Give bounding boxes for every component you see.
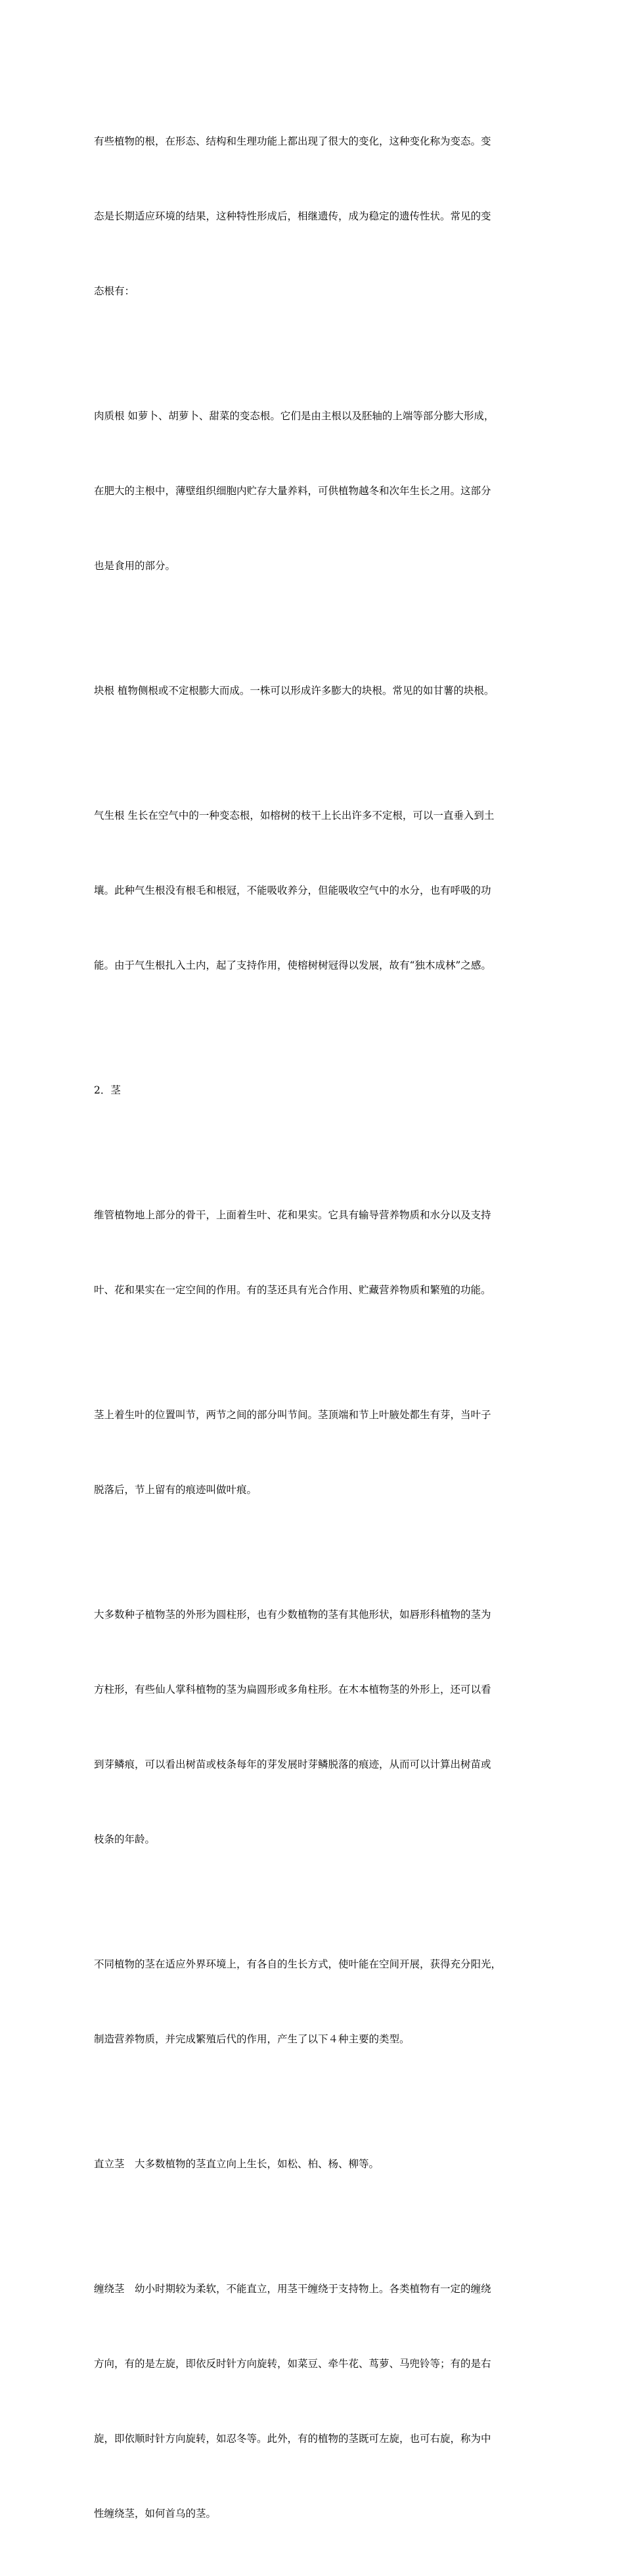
paragraph-fleshy-root — [94, 354, 534, 628]
text-line: 方向，有的是左旋，即依反时针方向旋转，如菜豆、牵牛花、茑萝、马兜铃等；有的是右 — [94, 2358, 491, 2370]
text-line: 制造营养物质，并完成繁殖后代的作用，产生了以下４种主要的类型。 — [94, 2033, 410, 2045]
text-line: 有些植物的根，在形态、结构和生理功能上都出现了很大的变化，这种变化称为变态。变 — [94, 135, 491, 147]
text-line: 能。由于气生根扎入土内，起了支持作用，使榕树树冠得以发展，故有“独木成林”之感。 — [94, 959, 491, 971]
text-line: 在肥大的主根中，薄壁组织细胞内贮存大量养料，可供植物越冬和次年生长之用。这部分 — [94, 485, 491, 497]
paragraph-tuberous-root — [94, 628, 534, 753]
text-line: 叶、花和果实在一定空间的作用。有的茎还具有光合作用、贮藏营养物质和繁殖的功能。 — [94, 1284, 491, 1296]
paragraph-shape — [94, 1552, 534, 1902]
text-line: 大多数种子植物茎的外形为圆柱形，也有少数植物的茎有其他形状，如唇形科植物的茎为 — [94, 1609, 491, 1621]
text-line: 也是食用的部分。 — [94, 560, 176, 572]
paragraph-twining-stem — [94, 2226, 534, 2576]
text-line: 肉质根 如萝卜、胡萝卜、甜菜的变态根。它们是由主根以及胚轴的上端等部分膨大形成， — [94, 410, 495, 422]
paragraph-erect-stem — [94, 2102, 534, 2226]
text-line: 脱落后，节上留有的痕迹叫做叶痕。 — [94, 1484, 257, 1496]
text-line: 直立茎 大多数植物的茎直立向上生长，如松、柏、杨、柳等。 — [94, 2158, 380, 2170]
text-line: 壤。此种气生根没有根毛和根冠，不能吸收养分，但能吸收空气中的水分，也有呼吸的功 — [94, 885, 491, 896]
text-line: 旋，即依顺时针方向旋转，如忍冬等。此外，有的植物的茎既可左旋，也可右旋，称为中 — [94, 2433, 491, 2445]
text-line: 不同植物的茎在适应外界环境上，有各自的生长方式，使叶能在空间开展，获得充分阳光， — [94, 1958, 502, 1970]
text-line: 到芽鳞痕，可以看出树苗或枝条每年的芽发展时芽鳞脱落的痕迹，从而可以计算出树苗或 — [94, 1759, 491, 1770]
text-line: 性缠绕茎，如何首乌的茎。 — [94, 2508, 217, 2519]
paragraph-stem-definition — [94, 1153, 534, 1352]
section-heading-stem — [94, 1028, 534, 1153]
paragraph-types — [94, 1902, 534, 2102]
paragraph-node — [94, 1352, 534, 1552]
text-line: 枝条的年龄。 — [94, 1833, 156, 1845]
text-line: 块根 植物侧根或不定根膨大而成。一株可以形成许多膨大的块根。常见的如甘薯的块根。 — [94, 685, 495, 697]
text-line: 气生根 生长在空气中的一种变态根，如榕树的枝干上长出许多不定根，可以一直垂入到土 — [94, 810, 495, 821]
text-line: 2．茎 — [94, 1084, 121, 1096]
text-line: 茎上着生叶的位置叫节，两节之间的部分叫节间。茎顶端和节上叶腋处都生有芽，当叶子 — [94, 1409, 491, 1421]
text-line: 维管植物地上部分的骨干，上面着生叶、花和果实。它具有输导营养物质和水分以及支持 — [94, 1209, 491, 1221]
text-line: 缠绕茎 幼小时期较为柔软，不能直立，用茎干缠绕于支持物上。各类植物有一定的缠绕 — [94, 2283, 491, 2295]
text-line: 态根有： — [94, 285, 135, 297]
text-line: 方柱形，有些仙人掌科植物的茎为扁圆形或多角柱形。在木本植物茎的外形上，还可以看 — [94, 1684, 491, 1695]
document-body — [94, 79, 534, 2576]
paragraph-intro — [94, 79, 534, 354]
text-line: 态是长期适应环境的结果，这种特性形成后，相继遗传，成为稳定的遗传性状。常见的变 — [94, 210, 491, 222]
paragraph-aerial-root — [94, 753, 534, 1028]
